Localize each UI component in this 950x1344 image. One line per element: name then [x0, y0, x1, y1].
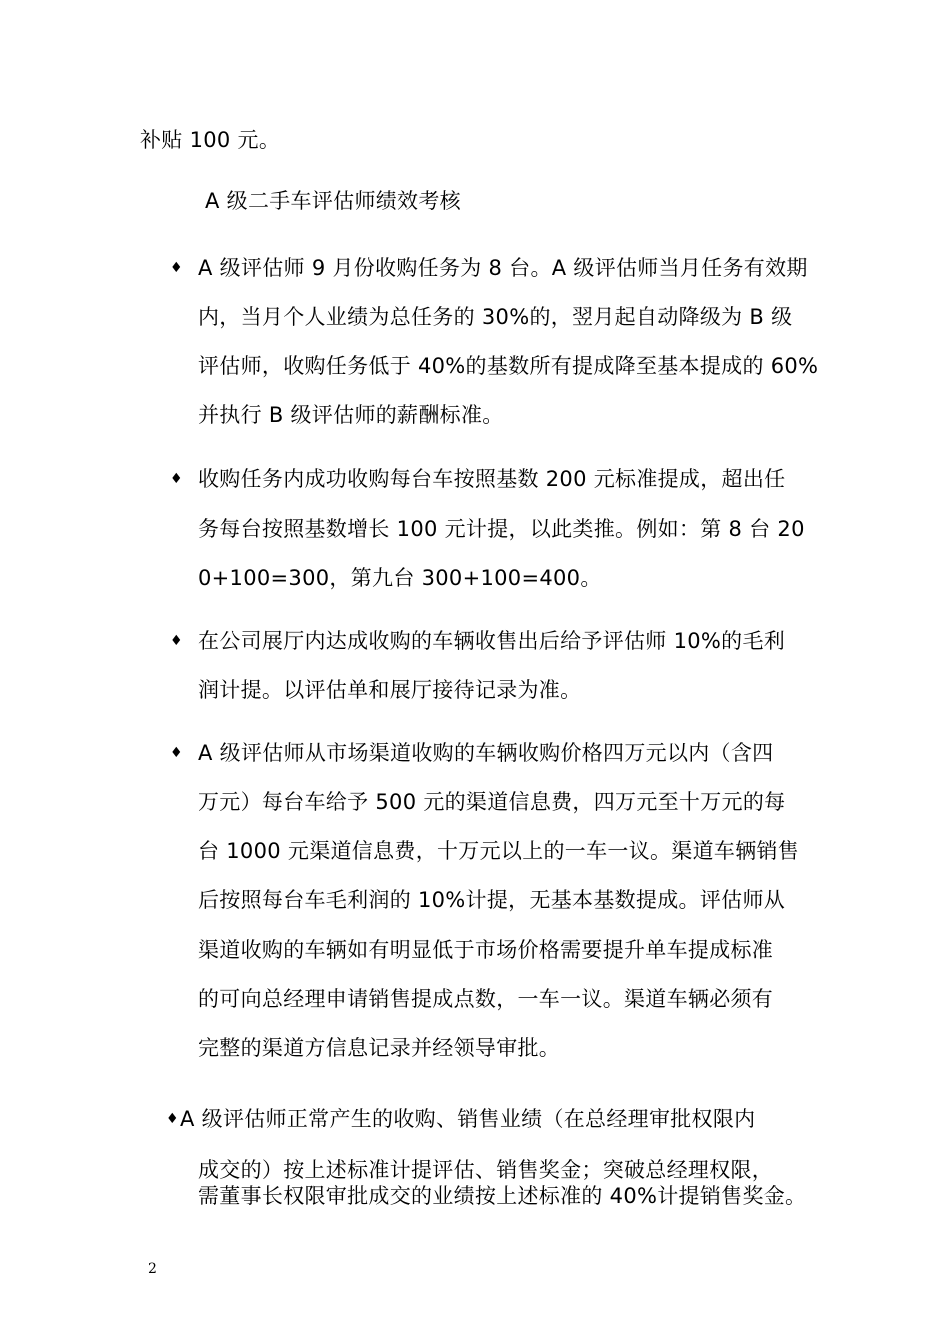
item-3-line-1: 在公司展厅内达成收购的车辆收售出后给予评估师 10%的毛利 — [198, 629, 786, 653]
item-5-line-3: 需董事长权限审批成交的业绩按上述标准的 40%计提销售奖金。 — [198, 1184, 807, 1208]
bullet-icon: ♦ — [170, 745, 183, 761]
intro-line: 补贴 100 元。 — [140, 128, 281, 152]
item-4-line-4: 后按照每台车毛利润的 10%计提，无基本基数提成。评估师从 — [198, 888, 786, 912]
item-2-line-1: 收购任务内成功收购每台车按照基数 200 元标准提成，超出任 — [198, 467, 786, 491]
item-1-line-3: 评估师，收购任务低于 40%的基数所有提成降至基本提成的 60% — [198, 354, 819, 378]
item-1-line-4: 并执行 B 级评估师的薪酬标准。 — [198, 403, 504, 427]
item-1-line-1: A 级评估师 9 月份收购任务为 8 台。A 级评估师当月任务有效期 — [198, 256, 808, 280]
item-5-line-2: 成交的）按上述标准计提评估、销售奖金；突破总经理权限， — [198, 1158, 774, 1182]
item-4-line-5: 渠道收购的车辆如有明显低于市场价格需要提升单车提成标准 — [198, 938, 774, 962]
item-5-line-1: A 级评估师正常产生的收购、销售业绩（在总经理审批权限内 — [180, 1107, 756, 1131]
item-4-line-1: A 级评估师从市场渠道收购的车辆收购价格四万元以内（含四 — [198, 741, 774, 765]
item-2-line-3: 0+100=300，第九台 300+100=400。 — [198, 566, 602, 590]
item-4-line-2: 万元）每台车给予 500 元的渠道信息费，四万元至十万元的每 — [198, 790, 786, 814]
item-3-line-2: 润计提。以评估单和展厅接待记录为准。 — [198, 678, 582, 702]
section-title: A 级二手车评估师绩效考核 — [205, 189, 461, 213]
bullet-icon: ♦ — [166, 1111, 179, 1127]
item-2-line-2: 务每台按照基数增长 100 元计提，以此类推。例如：第 8 台 20 — [198, 517, 805, 541]
bullet-icon: ♦ — [170, 260, 183, 276]
item-4-line-7: 完整的渠道方信息记录并经领导审批。 — [198, 1036, 561, 1060]
item-4-line-3: 台 1000 元渠道信息费，十万元以上的一车一议。渠道车辆销售 — [198, 839, 800, 863]
bullet-icon: ♦ — [170, 633, 183, 649]
item-4-line-6: 的可向总经理申请销售提成点数，一车一议。渠道车辆必须有 — [198, 987, 774, 1011]
page-number: 2 — [148, 1261, 157, 1277]
item-1-line-2: 内，当月个人业绩为总任务的 30%的，翌月起自动降级为 B 级 — [198, 305, 793, 329]
bullet-icon: ♦ — [170, 471, 183, 487]
